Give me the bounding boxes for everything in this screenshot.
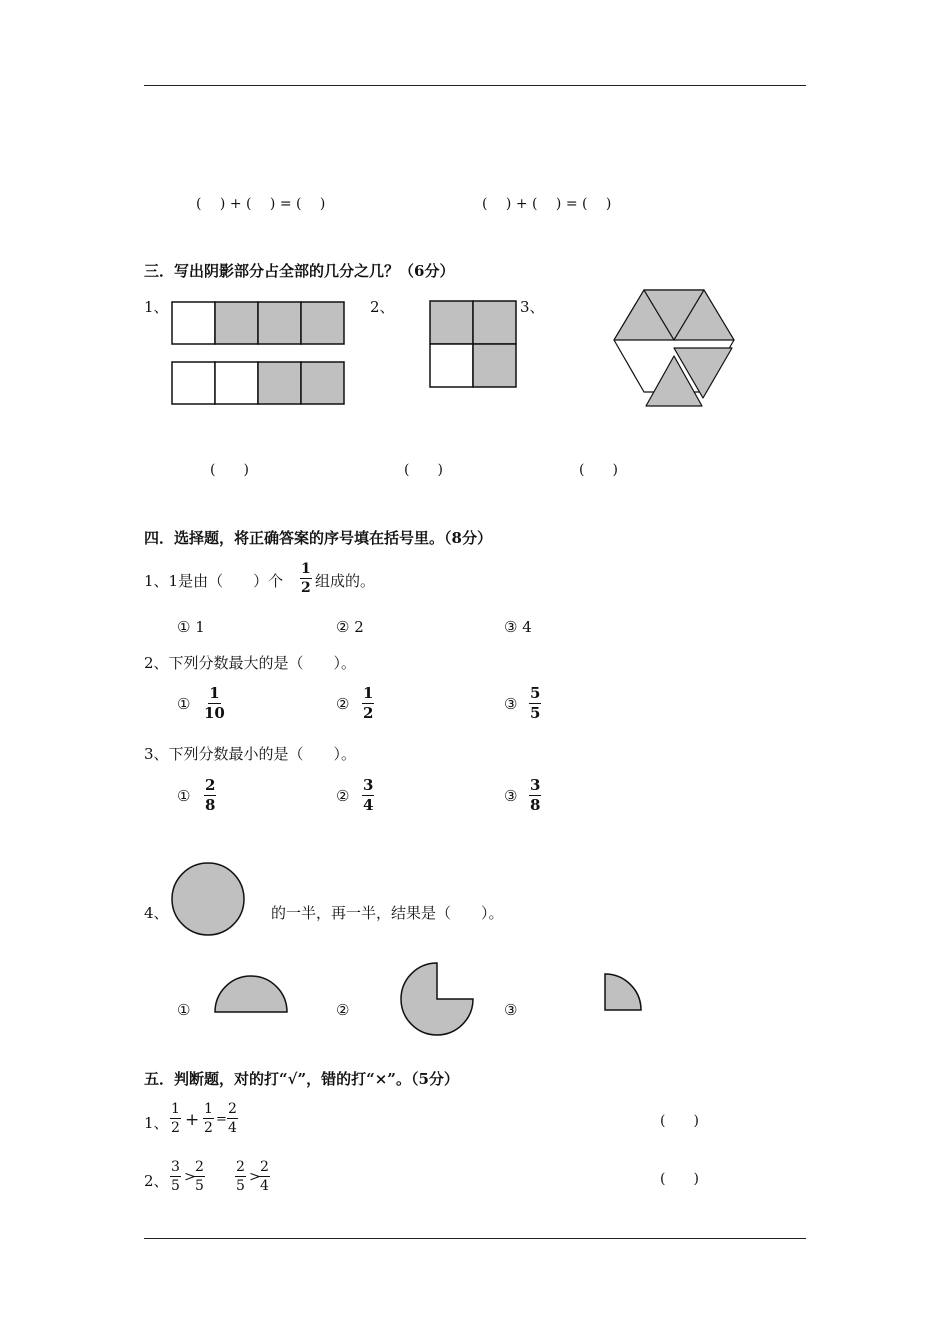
section4-q3-option-2: $\frac{3}{4}$: [363, 776, 374, 814]
section4-q4-text: 的一半，再一半，结果是（ ）。: [271, 904, 504, 922]
section5-title: 五．判断题，对的打“√”，错的打“×”。（5分）: [144, 1070, 459, 1088]
section4-q3-mark-2: ②: [336, 787, 350, 805]
section3-answer-1: ( ): [210, 462, 249, 478]
section5-q2-number: 2、: [144, 1172, 169, 1190]
section5-q2-greater-1: >: [184, 1169, 196, 1185]
section4-q1-fraction: $\frac{1}{2}$: [301, 561, 311, 596]
section4-q1-option-3: ③ 4: [504, 618, 532, 636]
section3-answer-3: ( ): [579, 462, 618, 478]
section5-q2-fraction-b: $\frac{2}{5}$: [195, 1159, 204, 1194]
addition-blank-left: ( ) + ( ) = ( ): [196, 196, 326, 212]
section5-q1-number: 1、: [144, 1114, 169, 1132]
section3-q2-square: [430, 301, 518, 389]
section4-q3-text: 3、下列分数最小的是（ ）。: [144, 745, 357, 763]
top-rule: [144, 85, 806, 86]
section3-title: 三．写出阴影部分占全部的几分之几？（6分）: [144, 262, 455, 280]
section5-q1-plus: +: [185, 1110, 200, 1130]
section4-q1-option-1: ① 1: [177, 618, 205, 636]
section4-q1-prefix: 1、1是由（ ）个: [144, 572, 284, 590]
section4-q4-number: 4、: [144, 904, 169, 922]
section4-q4-mark-3: ③: [504, 1001, 518, 1019]
section4-title: 四．选择题，将正确答案的序号填在括号里。（8分）: [144, 529, 492, 547]
section4-q1-option-2: ② 2: [336, 618, 364, 636]
section4-q1-suffix: 组成的。: [315, 572, 376, 590]
section3-q3-number: 3、: [520, 298, 545, 316]
section4-q4-option-three-quarter: [400, 962, 476, 1038]
section4-q4-mark-1: ①: [177, 1001, 191, 1019]
section3-answer-2: ( ): [404, 462, 443, 478]
section4-q4-mark-2: ②: [336, 1001, 350, 1019]
section5-q2-answer: ( ): [660, 1171, 699, 1187]
section4-q2-option-3: $\frac{5}{5}$: [530, 684, 541, 722]
section5-q2-fraction-e: $\frac{2}{4}$: [260, 1159, 269, 1194]
section4-q4-option-quarter: [604, 972, 644, 1012]
section3-q1-number: 1、: [144, 298, 169, 316]
section5-q1-answer: ( ): [660, 1113, 699, 1129]
section4-q2-mark-1: ①: [177, 695, 191, 713]
section5-q1-fraction-b: $\frac{1}{2}$: [204, 1101, 213, 1136]
section4-q3-mark-1: ①: [177, 787, 191, 805]
section4-q2-mark-2: ②: [336, 695, 350, 713]
section4-q3-mark-3: ③: [504, 787, 518, 805]
section5-q2-fraction-a: $\frac{3}{5}$: [171, 1159, 180, 1194]
section4-q3-option-3: $\frac{3}{8}$: [530, 776, 541, 814]
section4-q3-option-1: $\frac{2}{8}$: [205, 776, 216, 814]
section5-q2-fraction-c: $\frac{2}{5}$: [236, 1159, 245, 1194]
bottom-rule: [144, 1238, 806, 1239]
section3-q2-number: 2、: [370, 298, 395, 316]
section4-q2-option-2: $\frac{1}{2}$: [363, 684, 374, 722]
section5-q2-greater-2: >: [249, 1169, 261, 1185]
section4-q2-mark-3: ③: [504, 695, 518, 713]
section4-q4-circle: [170, 862, 246, 938]
section5-q1-fraction-a: $\frac{1}{2}$: [171, 1101, 180, 1136]
section4-q4-option-semicircle: [214, 974, 290, 1014]
section4-q2-option-1: $\frac{1}{10}$: [204, 684, 225, 722]
section3-q3-hexagon: [610, 286, 740, 411]
section3-q1-bars: [172, 302, 346, 406]
section4-q2-text: 2、下列分数最大的是（ ）。: [144, 654, 357, 672]
section5-q1-fraction-c: $\frac{2}{4}$: [228, 1101, 237, 1136]
addition-blank-right: ( ) + ( ) = ( ): [482, 196, 612, 212]
section5-q1-equals: =: [216, 1112, 227, 1127]
